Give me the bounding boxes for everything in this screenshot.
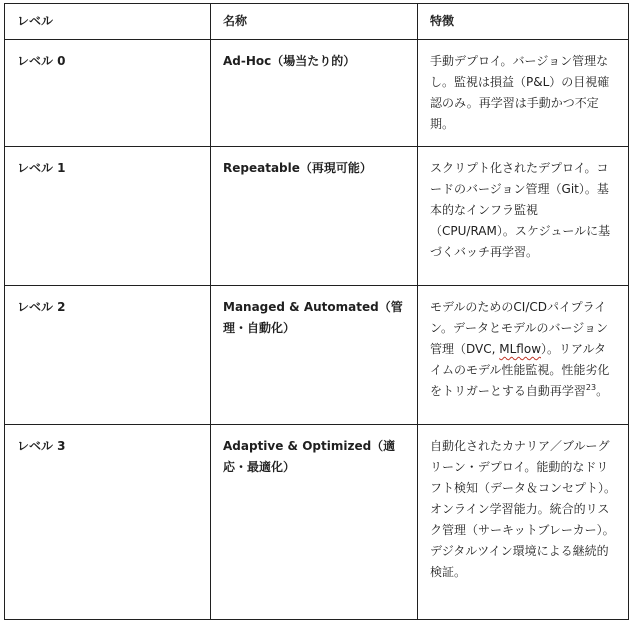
spellcheck-flagged-word: MLflow [499,342,542,356]
header-level: レベル [5,4,211,40]
table-row [5,147,629,286]
features-cell [418,286,629,425]
name-cell: Repeatable（再現可能） [211,147,418,286]
features-text-end: 。 [596,384,609,398]
header-features: 特徴 [418,4,629,40]
features-text-start: モデルのためのCI/CDパイプライン。データとモデルのバージョン管理（DVC, [430,300,608,356]
table-row [5,286,629,425]
level-cell: レベル 0 [5,40,211,147]
features-cell: 手動デプロイ。バージョン管理なし。監視は損益（P&L）の目視確認のみ。再学習は手動かつ不定期。 [418,40,629,147]
name-cell: Ad-Hoc（場当たり的） [211,40,418,147]
features-cell: 自動化されたカナリア／ブルーグリーン・デプロイ。能動的なドリフト検知（データ＆コンセプト）。オンライン学習能力。統合的リスク管理（サーキットブレーカー）。デジタルツイン環境による継続的検証。 [418,425,629,620]
features-text-middle: ）。リアルタイムのモデル性能監視。性能劣化をトリガーとする自動再学習 [430,342,610,398]
maturity-level-table [4,3,629,620]
name-cell: Adaptive & Optimized（適応・最適化） [211,425,418,620]
table-header-row [5,4,629,40]
level-cell: レベル 3 [5,425,211,620]
footnote-reference[interactable]: 23 [585,383,597,392]
level-cell: レベル 1 [5,147,211,286]
header-name: 名称 [211,4,418,40]
table-row [5,425,629,620]
features-cell: スクリプト化されたデプロイ。コードのバージョン管理（Git）。基本的なインフラ監視（CPU/RAM）。スケジュールに基づくバッチ再学習。 [418,147,629,286]
name-cell: Managed & Automated（管理・自動化） [211,286,418,425]
level-cell: レベル 2 [5,286,211,425]
table-row [5,40,629,147]
